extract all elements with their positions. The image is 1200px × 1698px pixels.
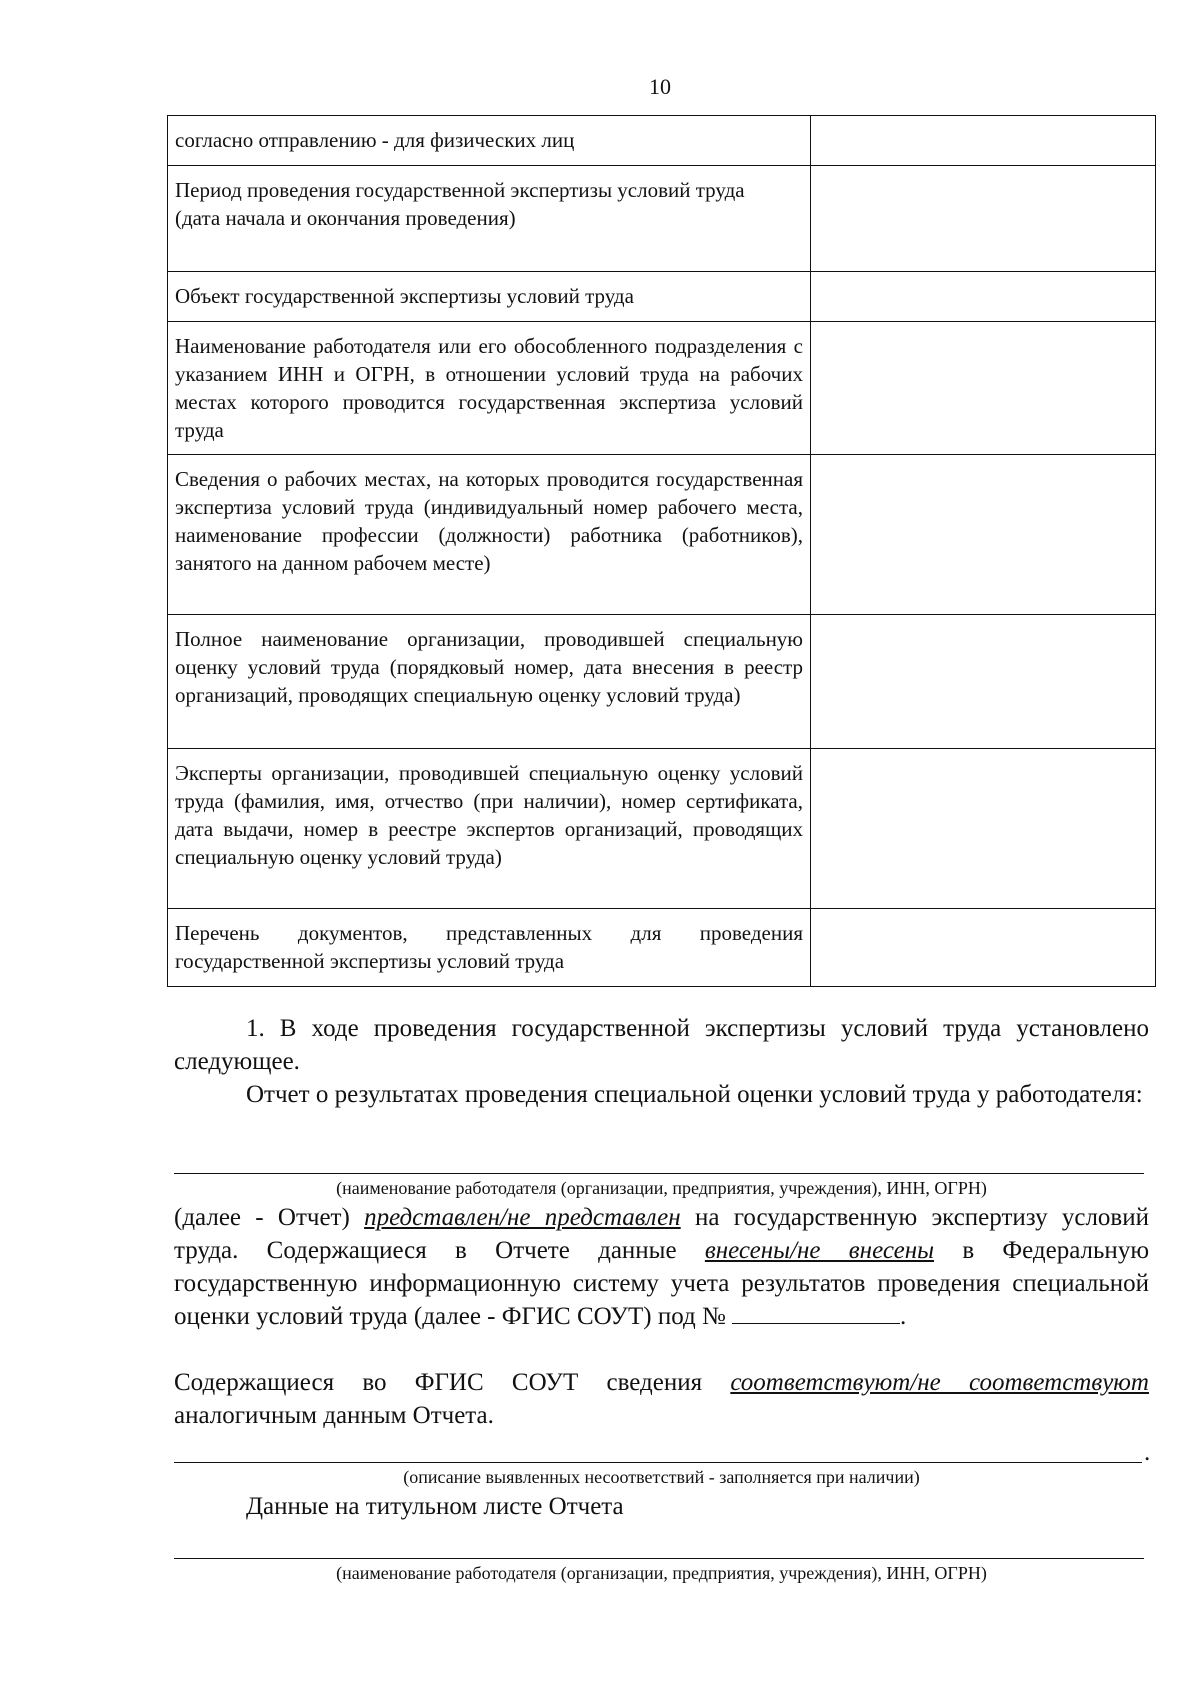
row-label-cell: Полное наименование организации, проводившей специальную оценку условий труда (порядковый номер, дата внесения в реестр организаций, проводящих специальную оценку условий труда) — [168, 615, 811, 749]
option-presented: представлен/не представлен — [364, 1204, 681, 1231]
paragraph-fgis-compliance — [174, 1366, 1149, 1432]
row-value-cell[interactable] — [811, 272, 1156, 322]
table-row — [168, 455, 1156, 615]
table-row — [168, 615, 1156, 749]
table-row — [168, 116, 1156, 166]
row-label-cell: Период проведения государственной экспертизы условий труда (дата начала и окончания проведения) — [168, 166, 811, 272]
paragraph-report-intro: Отчет о результатах проведения специальной оценки условий труда у работодателя: — [246, 1081, 1143, 1108]
report-data-text: на государственную экспертизу условий труда. Содержащиеся в Отчете данные — [174, 1204, 1149, 1264]
paragraph-report-status — [174, 1201, 1149, 1333]
registration-number-period: . — [900, 1303, 907, 1330]
row-value-cell[interactable] — [811, 909, 1156, 987]
row-label-cell: Сведения о рабочих местах, на которых проводится государственная экспертиза условий труда (индивидуальный номер рабочего места, наименование профессии (должности) работника (работников), занятого на данном рабочем месте) — [168, 455, 811, 615]
row-value-cell[interactable] — [811, 322, 1156, 455]
row-label-cell: Наименование работодателя или его обособленного подразделения с указанием ИНН и ОГРН, в отношении условий труда на рабочих местах которого проводится государственная экспертиза условий труда — [168, 322, 811, 455]
row-value-cell[interactable] — [811, 166, 1156, 272]
table-row — [168, 166, 1156, 272]
paragraph-title-page-data: Данные на титульном листе Отчета — [246, 1493, 624, 1520]
form-table-body — [168, 116, 1156, 987]
report-analog-text: аналогичным данным Отчета. — [174, 1402, 494, 1429]
discrepancy-line-period: . — [1144, 1439, 1151, 1466]
paragraph-expertise-findings: 1. В ходе проведения государственной экспертизы условий труда установлено следующее. — [174, 1015, 1149, 1075]
caption-employer-name: (наименование работодателя (организации, предприятия, учреждения), ИНН, ОГРН) — [336, 1178, 987, 1198]
table-row — [168, 272, 1156, 322]
table-row — [168, 322, 1156, 455]
page-number: 10 — [649, 74, 671, 99]
row-label-cell: Объект государственной экспертизы условий труда — [168, 272, 811, 322]
table-row — [168, 749, 1156, 909]
fgis-sout-text: в Федеральную государственную информационную систему учета результатов проведения специальной оценки условий труда (далее - ФГИС СОУТ) под № — [174, 1237, 1149, 1330]
title-page-employer-line — [174, 1558, 1144, 1559]
option-compliance: соответствуют/не соответствуют — [730, 1369, 1149, 1396]
row-label-cell: Перечень документов, представленных для проведения государственной экспертизы условий труда — [168, 909, 811, 987]
row-label-cell: согласно отправлению - для физических лиц — [168, 116, 811, 166]
discrepancy-description-line — [174, 1462, 1142, 1463]
caption-discrepancy: (описание выявленных несоответствий - заполняется при наличии) — [403, 1467, 920, 1487]
row-value-cell[interactable] — [811, 116, 1156, 166]
report-referred-text: (далее - Отчет) — [174, 1204, 365, 1231]
form-table — [167, 115, 1156, 987]
row-value-cell[interactable] — [811, 615, 1156, 749]
employer-name-line — [174, 1173, 1144, 1174]
caption-title-page-employer: (наименование работодателя (организации, предприятия, учреждения), ИНН, ОГРН) — [336, 1563, 987, 1583]
row-value-cell[interactable] — [811, 455, 1156, 615]
table-row — [168, 909, 1156, 987]
option-entered: внесены/не внесены — [704, 1237, 935, 1264]
registration-number-blank — [732, 1301, 900, 1324]
row-value-cell[interactable] — [811, 749, 1156, 909]
fgis-info-text: Содержащиеся во ФГИС СОУТ сведения — [174, 1369, 731, 1396]
row-label-cell: Эксперты организации, проводившей специальную оценку условий труда (фамилия, имя, отчество (при наличии), номер сертификата, дата выдачи, номер в реестре экспертов организаций, проводящих специальную оценку условий труда) — [168, 749, 811, 909]
